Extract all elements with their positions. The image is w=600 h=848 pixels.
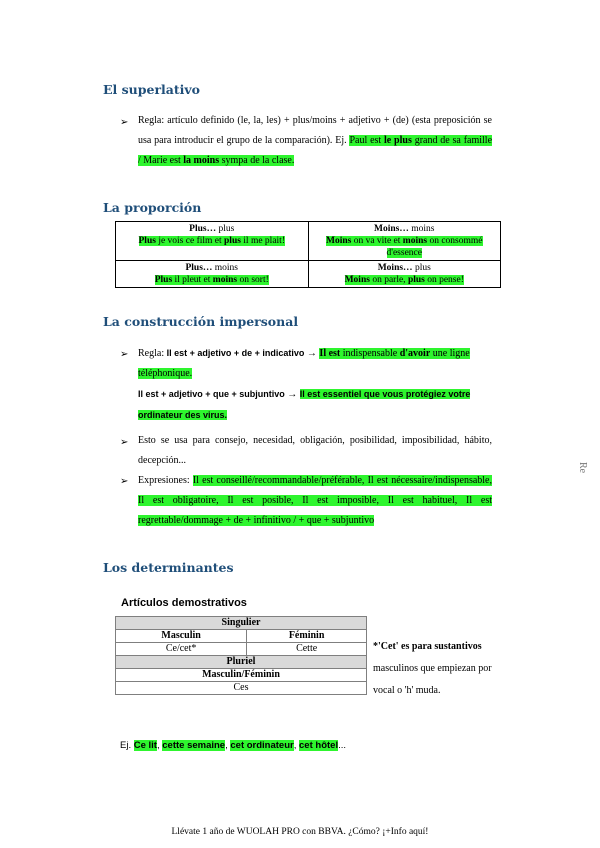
value-plural: Ces bbox=[116, 682, 367, 695]
header-singulier: Singulier bbox=[116, 617, 367, 630]
bullet-icon: ➢ bbox=[120, 117, 129, 128]
value-feminin: Cette bbox=[247, 643, 367, 656]
impersonal-expressions: Expresiones: Il est conseillé/recommandable/préférable, Il est nécessaire/indispensable, Il est obligatoire, Il est posible, Il est imposible, Il est habituel, Il est regrettable/dommage + de + infinitivo / + que + subjuntivo bbox=[138, 475, 492, 526]
demonstratives-table bbox=[115, 616, 367, 695]
value-masculin: Ce/cet* bbox=[116, 643, 247, 656]
header-feminin: Féminin bbox=[247, 630, 367, 643]
section-title-determinantes: Los determinantes bbox=[103, 560, 234, 575]
bullet-icon: ➢ bbox=[120, 476, 129, 487]
proportion-cell: Plus… moins Plus il pleut et moins on sort! bbox=[116, 261, 309, 288]
proportion-cell: Plus… plus Plus je vois ce film et plus il me plait! bbox=[116, 222, 309, 261]
bullet-icon: ➢ bbox=[120, 349, 129, 360]
header-masc-fem: Masculin/Féminin bbox=[116, 669, 367, 682]
side-watermark-text: Re bbox=[577, 462, 588, 474]
section-title-proporcion: La proporción bbox=[103, 200, 202, 215]
header-masculin: Masculin bbox=[116, 630, 247, 643]
subtitle-demostrativos: Artículos demostrativos bbox=[121, 597, 247, 609]
bullet-icon: ➢ bbox=[120, 437, 129, 448]
examples-line: Ej. Ce lit, cette semaine, cet ordinateur, cet hôtel... bbox=[120, 740, 346, 751]
header-pluriel: Pluriel bbox=[116, 656, 367, 669]
proportion-cell: Moins… plus Moins on parle, plus on pense! bbox=[308, 261, 501, 288]
impersonal-usage: Esto se usa para consejo, necesidad, obligación, posibilidad, imposibilidad, hábito, decepción... bbox=[138, 435, 492, 466]
footer-promo-link[interactable]: Llévate 1 año de WUOLAH PRO con BBVA. ¿Cómo? ¡+Info aquí! bbox=[171, 827, 429, 837]
proportion-table bbox=[115, 221, 501, 288]
section-title-superlativo: El superlativo bbox=[103, 82, 201, 97]
section-title-impersonal: La construcción impersonal bbox=[103, 314, 299, 329]
superlativo-rule: Regla: artículo definido (le, la, les) + plus/moins + adjetivo + (de) (esta preposición se usa para introducir el grupo de la comparación). Ej. Paul est le plus grand de sa famille / Marie est la moins sympa de la clase. bbox=[138, 115, 493, 166]
cet-note: *'Cet' es para sustantivos masculinos que empiezan por vocal o 'h' muda. bbox=[373, 641, 492, 696]
impersonal-rule: Regla: Il est + adjetivo + de + indicativo → Il est indispensable d'avoir une ligne téléphonique. Il est + adjetivo + que + subjuntivo → Il est essentiel que vous protégiez votre ordinateur des virus. bbox=[138, 348, 471, 420]
proportion-cell: Moins… moins Moins on va vite et moins on consommé d'essence bbox=[308, 222, 501, 261]
